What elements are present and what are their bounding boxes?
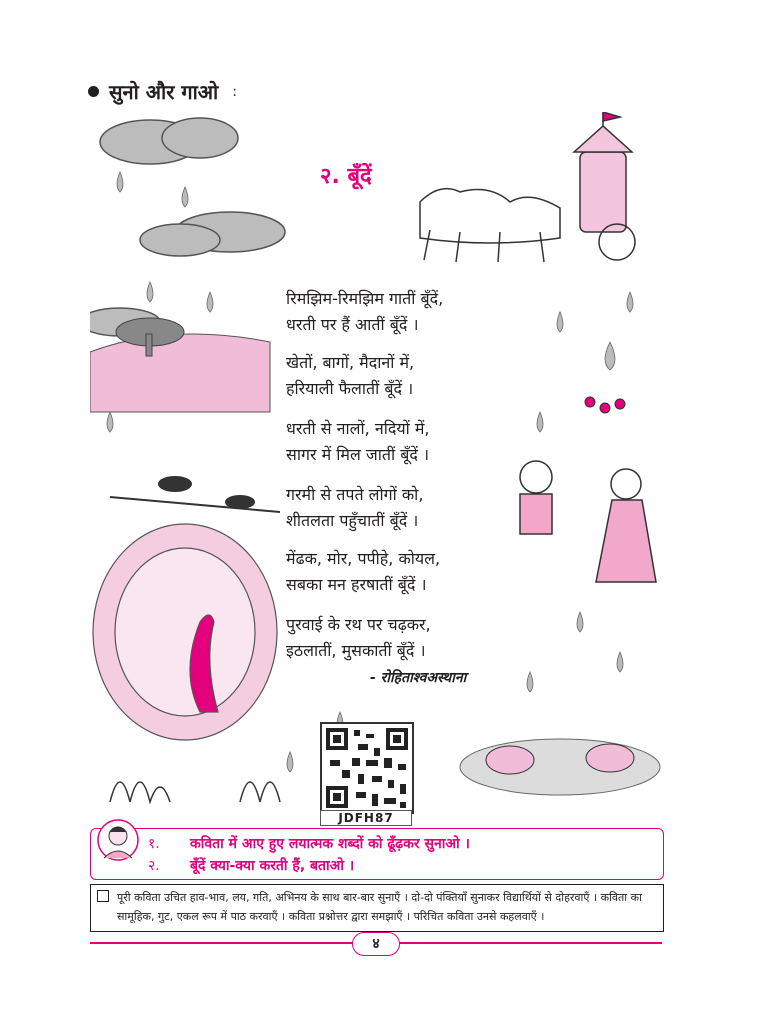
poem-line: रिमझिम-रिमझिम गातीं बूँदें, (286, 289, 444, 308)
poem-line: सबका मन हरषातीं बूँदें । (286, 575, 427, 594)
poem-line: गरमी से तपते लोगों को, (286, 485, 424, 504)
stanza (286, 546, 440, 598)
poem-line: हरियाली फैलातीं बूँदें । (286, 379, 414, 398)
poem-author: - रोहिताश्वअस्थाना (370, 670, 467, 686)
stanza (286, 482, 423, 534)
stanza (286, 416, 430, 468)
question-item (148, 856, 354, 875)
student-avatar-icon (96, 818, 140, 872)
children-illustration (520, 461, 656, 582)
horses-illustration (420, 189, 560, 262)
cloud-icon (90, 118, 285, 336)
section-heading (88, 78, 237, 105)
grass-illustration (110, 782, 280, 802)
chariot-illustration (574, 112, 635, 260)
section-heading-text: सुनो और गाओ (109, 80, 219, 104)
teacher-instruction-text: पूरी कविता उचित हाव-भाव, लय, गति, अभिनय के साथ बार-बार सुनाएँ । दो-दो पंक्तियाँ सुनाकर विद्यार्थियों से दोहरवाएँ । कविता का सामूहिक, गुट, एकल रूप में पाठ करवाएँ । कविता प्रश्नोत्तर द्वारा समझाएँ । परिचित कविता उनसे कहलवाएँ । (117, 891, 642, 923)
page-number: ४ (352, 932, 400, 956)
poem-line: खेतों, बागों, मैदानों में, (286, 353, 415, 372)
poem-line: इठलातीं, मुसकातीं बूँदें । (286, 641, 426, 660)
checkbox-icon (97, 890, 109, 902)
question-text: बूँदें क्या-क्या करती हैं, बताओ । (190, 858, 355, 874)
bird-branch-illustration (110, 477, 280, 512)
teacher-instruction-box (90, 884, 664, 932)
poem-title: २. बूँदें (320, 164, 372, 189)
stanza (286, 286, 443, 338)
stanza (286, 612, 431, 664)
question-text: कविता में आए हुए लयात्मक शब्दों को ढूँढ़कर सुनाओ । (190, 836, 470, 852)
poem-line: पुरवाई के रथ पर चढ़कर, (286, 615, 431, 634)
question-number: २. (148, 858, 160, 874)
question-number: १. (148, 836, 160, 852)
peacock-illustration (93, 524, 277, 740)
qr-code-label: JDFH87 (320, 810, 412, 826)
poem-line: धरती से नालों, नदियों में, (286, 419, 430, 438)
poem-line: सागर में मिल जातीं बूँदें । (286, 445, 430, 464)
poem-line: शीतलता पहुँचातीं बूँदें । (286, 511, 419, 530)
bullet-icon (88, 86, 99, 97)
flowers-illustration (585, 397, 625, 413)
question-item (148, 834, 470, 853)
poem-line: मेंढक, मोर, पपीहे, कोयल, (286, 549, 441, 568)
qr-code-icon[interactable] (320, 722, 414, 814)
poem-line: धरती पर हैं आतीं बूँदें । (286, 315, 419, 334)
section-heading-colon: : (232, 83, 237, 100)
stanza (286, 350, 414, 402)
